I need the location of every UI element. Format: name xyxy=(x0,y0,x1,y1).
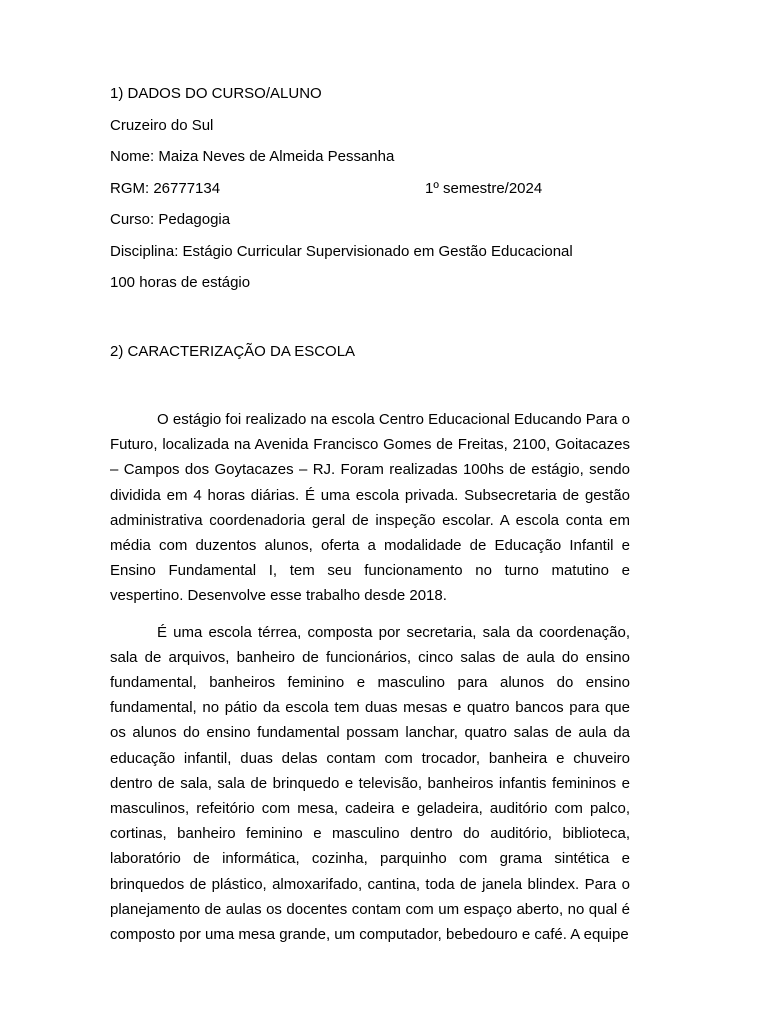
institution-name: Cruzeiro do Sul xyxy=(110,116,214,134)
internship-hours: 100 horas de estágio xyxy=(110,274,251,291)
semester: 1º semestre/2024 xyxy=(425,179,543,197)
rgm-row xyxy=(110,179,630,211)
document-body xyxy=(110,84,630,947)
section-spacer xyxy=(110,305,630,342)
section-1-heading: 1) DADOS DO CURSO/ALUNO xyxy=(110,85,322,102)
section-2-heading: 2) CARACTERIZAÇÃO DA ESCOLA xyxy=(110,342,356,360)
body-paragraph: O estágio foi realizado na escola Centro Educacional Educando Para o Futuro, localizada na Avenida Francisco Gomes de Freitas, 2100, Goitacazes – Campos dos Goytacazes – RJ. Foram realizadas 100hs de estágio, sendo dividida em 4 horas diárias. É uma escola privada. Subsecretaria de gestão administrativa coordenadoria geral de inspeção escolar. A escola conta em média com duzentos alunos, oferta a modalidade de Educação Infantil e Ensino Fundamental I, tem seu funcionamento no turno matutino e vespertino. Desenvolve esse trabalho desde 2018. xyxy=(110,411,630,605)
course-name: Curso: Pedagogia xyxy=(110,211,231,228)
student-rgm: RGM: 26777134 xyxy=(110,179,221,197)
discipline-name: Disciplina: Estágio Curricular Supervisionado em Gestão Educacional xyxy=(110,242,573,260)
section-spacer xyxy=(110,373,630,407)
body-paragraph: É uma escola térrea, composta por secretaria, sala da coordenação, sala de arquivos, banheiro de funcionários, cinco salas de aula do ensino fundamental, banheiros feminino e masculino para alunos do ensino fundamental, no pátio da escola tem duas mesas e quatro bancos para que os alunos do ensino fundamental possam lanchar, quatro salas de aula da educação infantil, duas delas contam com trocador, banheira e chuveiro dentro de sala, sala de brinquedo e televisão, banheiros infantis femininos e masculinos, refeitório com mesa, cadeira e geladeira, auditório com palco, cortinas, banheiro feminino e masculino dentro do auditório, biblioteca, laboratório de informática, cozinha, parquinho com grama sintética e brinquedos de plástico, almoxarifado, cantina, toda de janela blindex. Para o planejamento de aulas os docentes contam com um espaço aberto, no qual é composto por uma mesa grande, um computador, bebedouro e café. A equipe xyxy=(110,623,630,944)
student-name: Nome: Maiza Neves de Almeida Pessanha xyxy=(110,148,395,165)
